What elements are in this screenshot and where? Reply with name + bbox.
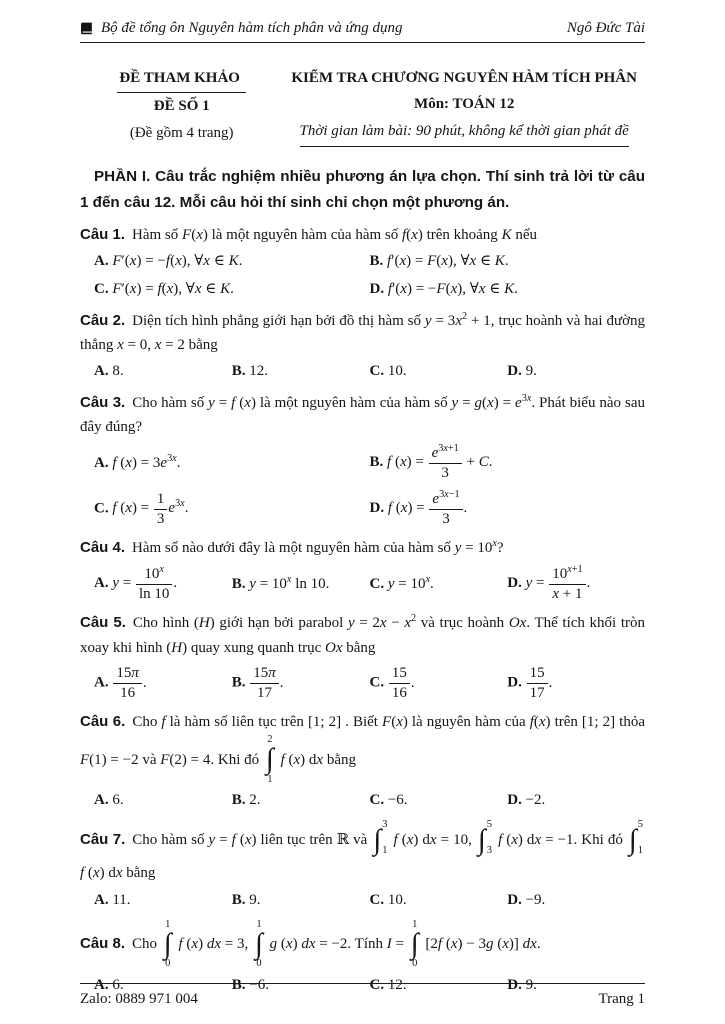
question-label: Câu 7.: [80, 830, 126, 848]
option-content: f (x) = $\frac{e^{3x+1}}{3}$ + C.: [387, 443, 493, 482]
option-content: f (x) = $\frac{1}{3}$ $e^{3x}$.: [112, 490, 189, 527]
option-C: [94, 277, 370, 302]
question: [80, 819, 645, 913]
option-letter: D.: [507, 891, 522, 908]
option-content: y = $\frac{10^{x+1}}{x + 1}$ .: [525, 564, 591, 603]
question: [80, 309, 645, 385]
option-D: [507, 788, 645, 813]
option-A: [94, 562, 232, 605]
option-content: F′(x) = f(x), ∀x ∈ K.: [112, 281, 234, 298]
question: [80, 391, 645, 531]
option-A: [94, 249, 370, 274]
exam-duration-wrap: [283, 118, 645, 147]
option-letter: B.: [369, 253, 384, 270]
question-body: Cho f là hàm số liên tục trên [1; 2] . Biết F(x) là nguyên hàm của f(x) trên [1; 2] thỏa F(1) = −2 và F(2) = 4. Khi đó 2 ∫ 1 f (x) dx bằng: [80, 714, 645, 785]
exam-number: ĐỀ SỐ 1: [153, 98, 210, 115]
option-content: f′(x) = F(x), ∀x ∈ K.: [387, 253, 509, 270]
option-letter: B.: [231, 891, 246, 908]
book-icon: [80, 22, 93, 35]
option-content: 8.: [112, 363, 124, 380]
option-content: 12.: [387, 976, 407, 993]
option-B: [370, 441, 646, 484]
exam-header: [80, 65, 645, 147]
option-B: [370, 249, 646, 274]
question-paragraph: [80, 710, 645, 786]
option-letter: D.: [507, 792, 522, 809]
options-row: [80, 788, 645, 813]
option-content: 6.: [112, 976, 124, 993]
option-A: [94, 788, 232, 813]
option-letter: C.: [369, 363, 385, 380]
option-content: 12.: [249, 363, 269, 380]
question: [80, 536, 645, 605]
option-C: [370, 788, 508, 813]
option-B: [232, 662, 370, 704]
option-letter: C.: [369, 891, 385, 908]
option-letter: C.: [94, 500, 109, 517]
option-content: f $(x) = 3e^{3x}$.: [112, 452, 181, 471]
exam-ref-label: [80, 65, 283, 93]
question: [80, 710, 645, 813]
question-paragraph: [80, 309, 645, 358]
option-letter: A.: [94, 976, 109, 993]
option-letter: D.: [369, 281, 385, 298]
option-letter: C.: [369, 575, 385, 592]
question-label: Câu 4.: [80, 539, 126, 557]
options-row: [80, 359, 645, 384]
option-content: −6.: [249, 976, 269, 993]
option-letter: B.: [231, 976, 246, 993]
option-content: 9.: [525, 363, 537, 380]
option-content: 10.: [387, 891, 407, 908]
option-letter: B.: [231, 575, 246, 592]
option-content: −9.: [525, 891, 546, 908]
footer-contact: Zalo: 0889 971 004: [80, 991, 198, 1007]
option-content: 10.: [387, 363, 407, 380]
option-D: [370, 487, 646, 530]
exam-subject: Môn: TOÁN 12: [414, 96, 515, 113]
option-letter: A.: [94, 253, 109, 270]
option-letter: D.: [507, 363, 522, 380]
question-label: Câu 5.: [80, 614, 126, 632]
option-C: [370, 571, 508, 597]
options-row: [80, 441, 645, 530]
option-content: −2.: [525, 792, 546, 809]
option-letter: D.: [369, 500, 385, 517]
option-letter: C.: [369, 976, 385, 993]
option-D: [507, 359, 645, 384]
document-header: [80, 20, 645, 43]
page-footer: [80, 983, 645, 1008]
option-letter: A.: [94, 454, 109, 471]
question: [80, 611, 645, 704]
question-body: Diện tích hình phẳng giới hạn bởi đồ thị hàm số $y = 3x^2 + 1$, trục hoành và hai đường thẳng x = 0, x = 2 bằng: [80, 310, 646, 354]
option-C: [370, 888, 508, 913]
option-D: [507, 888, 645, 913]
option-B: [232, 788, 370, 813]
options-row: [80, 662, 645, 704]
options-row: [80, 562, 645, 605]
option-letter: D.: [507, 575, 522, 592]
question-label: Câu 3.: [80, 393, 126, 411]
question-label: Câu 2.: [80, 311, 126, 329]
question-label: Câu 8.: [80, 935, 126, 953]
option-C: [94, 488, 370, 530]
document-title: Bộ đề tổng ôn Nguyên hàm tích phân và ứng dụng: [101, 20, 403, 36]
option-A: [94, 888, 232, 913]
question-body: Cho hình (H) giới hạn bởi parabol $y = 2x - x^2$ và trục hoành Ox. Thể tích khối tròn xoay khi hình (H) quay xung quanh trục Ox bằng: [80, 613, 646, 656]
option-letter: A.: [94, 674, 109, 691]
option-content: 6.: [112, 792, 124, 809]
question-paragraph: [80, 391, 645, 440]
option-content: 11.: [112, 891, 131, 908]
option-content: f′(x) = −F(x), ∀x ∈ K.: [387, 281, 518, 298]
question-body: Cho 1 ∫ 0 f (x) dx = 3, 1 ∫ 0 g (x) dx = −2. Tính I = 1 ∫ 0 [2f (x) − 3g (x)] dx.: [132, 918, 541, 970]
option-A: [94, 450, 370, 476]
option-B: [232, 888, 370, 913]
document-author: Ngô Đức Tài: [566, 20, 645, 36]
option-content: f (x) = $\frac{e^{3x-1}}{3}$ .: [387, 489, 468, 528]
option-content: $\frac{15}{16}$ .: [388, 675, 415, 691]
option-letter: B.: [369, 454, 384, 471]
option-letter: C.: [369, 674, 385, 691]
option-content: $y = 10^x$ ln 10.: [249, 573, 330, 592]
question-paragraph: [80, 819, 645, 885]
exam-header-right: [283, 65, 645, 147]
option-content: y = $\frac{10^x}{\ln 10}$ .: [112, 564, 178, 603]
questions-list: [80, 223, 645, 998]
option-content: $\frac{15\pi}{16}$ .: [112, 675, 146, 691]
option-letter: A.: [94, 891, 109, 908]
footer-page-number: Trang 1: [598, 991, 645, 1007]
exam-ref-text: ĐỀ THAM KHẢO: [117, 65, 246, 93]
question-paragraph: [80, 919, 645, 971]
option-D: [370, 277, 646, 302]
option-letter: D.: [507, 976, 522, 993]
question-paragraph: [80, 611, 645, 660]
option-content: 9.: [525, 976, 537, 993]
question-body: Hàm số nào dưới đây là một nguyên hàm của hàm số $y = 10^x$?: [132, 538, 504, 557]
part1-heading: PHẦN I. Câu trắc nghiệm nhiều phương án lựa chọn. Thí sinh trả lời từ câu 1 đến câu 12. Mỗi câu hỏi thí sinh chỉ chọn một phương án.: [80, 167, 645, 212]
option-letter: A.: [94, 575, 109, 592]
option-letter: B.: [231, 674, 246, 691]
option-D: [507, 662, 645, 704]
option-B: [232, 571, 370, 597]
question-paragraph: [80, 536, 645, 560]
question: [80, 223, 645, 303]
option-letter: C.: [369, 792, 385, 809]
question-body: Cho hàm số y = f (x) là một nguyên hàm của hàm số $y = g(x) = e^{3x}$. Phát biểu nào sau đây đúng?: [80, 392, 645, 435]
option-letter: D.: [507, 674, 522, 691]
question-label: Câu 6.: [80, 713, 126, 731]
option-C: [370, 662, 508, 704]
options-row: [80, 888, 645, 913]
option-letter: A.: [94, 363, 109, 380]
exam-pages-note: (Đề gồm 4 trang): [129, 124, 234, 141]
option-letter: B.: [231, 363, 246, 380]
option-A: [94, 359, 232, 384]
exam-duration: Thời gian làm bài: 90 phút, không kể thời gian phát đề: [300, 118, 629, 147]
option-D: [507, 562, 645, 605]
option-content: −6.: [387, 792, 408, 809]
option-A: [94, 662, 232, 704]
option-content: 2.: [249, 792, 261, 809]
question-label: Câu 1.: [80, 225, 126, 243]
option-content: F′(x) = −f(x), ∀x ∈ K.: [112, 253, 243, 270]
option-letter: A.: [94, 792, 109, 809]
option-content: $\frac{15}{17}$ .: [526, 675, 553, 691]
exam-header-left: [80, 65, 283, 147]
option-content: 9.: [249, 891, 261, 908]
option-content: $y = 10^x$.: [387, 573, 434, 592]
option-C: [370, 359, 508, 384]
exam-title: KIỂM TRA CHƯƠNG NGUYÊN HÀM TÍCH PHÂN: [291, 70, 637, 86]
option-B: [232, 359, 370, 384]
option-content: $\frac{15\pi}{17}$ .: [249, 675, 283, 691]
question-body: Cho hàm số y = f (x) liên tục trên ℝ và ∫ 3 1 f (x) dx = 10, ∫ 5 3 f (x) dx = −1. Khi đó ∫ 5 1 f (x) dx bằng: [80, 819, 644, 882]
options-row: [80, 249, 645, 303]
option-letter: B.: [231, 792, 246, 809]
question-paragraph: [80, 223, 645, 247]
option-letter: C.: [94, 281, 109, 298]
question-body: Hàm số F(x) là một nguyên hàm của hàm số f(x) trên khoảng K nếu: [132, 226, 537, 243]
